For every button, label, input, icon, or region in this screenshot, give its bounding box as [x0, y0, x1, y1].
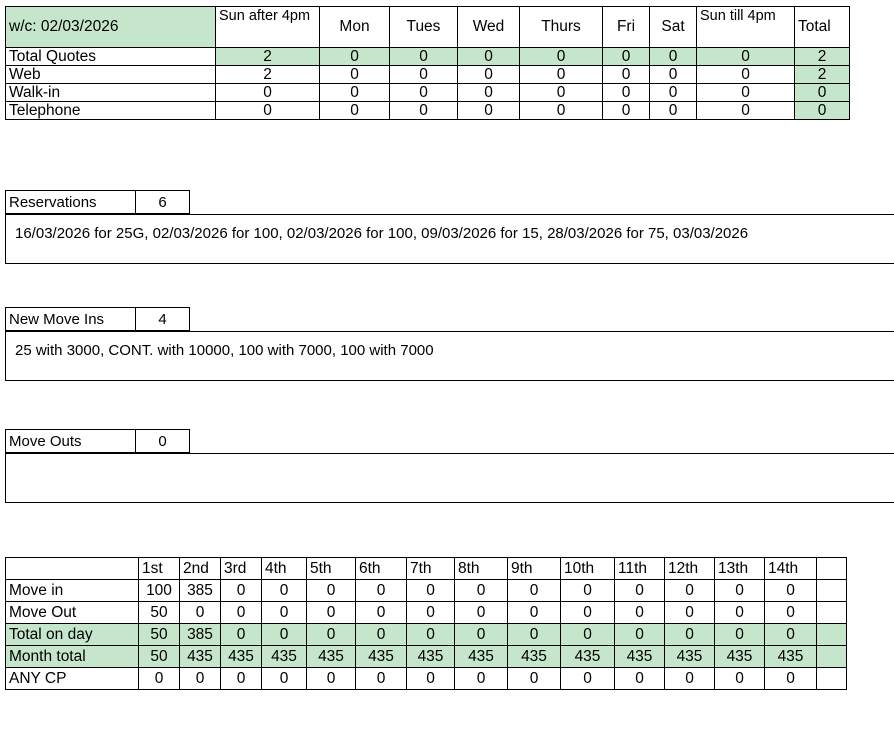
cell: 0 [455, 668, 508, 690]
col-header-tues: Tues [390, 7, 458, 48]
cell: 0 [715, 668, 765, 690]
cell: 0 [180, 602, 221, 624]
row-label: Month total [6, 646, 139, 668]
row-label: Walk-in [6, 84, 216, 102]
cell: 0 [455, 580, 508, 602]
day-header: 3rd [221, 558, 262, 580]
row-label: Total on day [6, 624, 139, 646]
quotes-header-row [6, 7, 850, 48]
cell: 0 [665, 602, 715, 624]
cell: 0 [665, 624, 715, 646]
row-label: Move in [6, 580, 139, 602]
cell: 0 [390, 84, 458, 102]
quotes-row-total [6, 48, 850, 66]
day-header: 2nd [180, 558, 221, 580]
reservations-detail: 16/03/2026 for 25G, 02/03/2026 for 100, 02/03/2026 for 100, 09/03/2026 for 15, 28/03/2026 for 75, 03/03/2026 [5, 214, 894, 264]
cell: 0 [765, 602, 817, 624]
daily-row-any-cp [6, 668, 847, 690]
cell: 0 [615, 602, 665, 624]
col-header-total: Total [795, 7, 850, 48]
cell: 0 [458, 48, 520, 66]
row-label: Total Quotes [6, 48, 216, 66]
cell: 0 [715, 580, 765, 602]
cell: 435 [356, 646, 407, 668]
cell: 0 [561, 602, 615, 624]
cell: 0 [603, 102, 650, 120]
cell: 0 [715, 624, 765, 646]
cell: 435 [221, 646, 262, 668]
cell-total: 0 [795, 102, 850, 120]
daily-header-row [6, 558, 847, 580]
cell: 0 [139, 668, 180, 690]
day-header: 6th [356, 558, 407, 580]
col-header-mon: Mon [320, 7, 390, 48]
col-header-sat: Sat [650, 7, 697, 48]
cell: 0 [216, 102, 320, 120]
cell: 0 [650, 102, 697, 120]
day-header: 10th [561, 558, 615, 580]
cell: 0 [520, 84, 603, 102]
cell: 0 [390, 102, 458, 120]
cell: 0 [508, 624, 561, 646]
cell: 0 [765, 668, 817, 690]
cell: 0 [603, 48, 650, 66]
cell: 0 [356, 668, 407, 690]
cell: 0 [262, 602, 307, 624]
day-header: 11th [615, 558, 665, 580]
cell: 435 [615, 646, 665, 668]
cell: 0 [603, 66, 650, 84]
col-header-sun-till: Sun till 4pm [697, 7, 795, 48]
cell: 2 [216, 48, 320, 66]
quotes-row-walkin [6, 84, 850, 102]
cell: 0 [715, 602, 765, 624]
cell: 0 [262, 668, 307, 690]
reservations-header [5, 190, 190, 214]
col-header-thurs: Thurs [520, 7, 603, 48]
cell: 0 [561, 624, 615, 646]
cell: 0 [320, 84, 390, 102]
cell: 0 [407, 624, 455, 646]
cell-total: 0 [795, 84, 850, 102]
move-ins-label: New Move Ins [6, 308, 136, 331]
cell: 0 [615, 668, 665, 690]
cell: 0 [356, 580, 407, 602]
cell: 0 [390, 48, 458, 66]
cell: 435 [561, 646, 615, 668]
move-outs-detail [5, 453, 894, 503]
cell: 0 [221, 580, 262, 602]
cell: 0 [307, 624, 356, 646]
cell: 0 [765, 624, 817, 646]
cell: 0 [458, 66, 520, 84]
move-ins-detail: 25 with 3000, CONT. with 10000, 100 with 7000, 100 with 7000 [5, 331, 894, 381]
cell: 50 [139, 624, 180, 646]
cell: 0 [262, 624, 307, 646]
cell: 435 [715, 646, 765, 668]
day-header: 7th [407, 558, 455, 580]
row-label: ANY CP [6, 668, 139, 690]
cell: 50 [139, 602, 180, 624]
daily-table [5, 557, 847, 690]
cell: 0 [765, 580, 817, 602]
cell: 2 [216, 66, 320, 84]
cell: 0 [307, 580, 356, 602]
day-header: 5th [307, 558, 356, 580]
quotes-table [5, 6, 850, 120]
col-header-wed: Wed [458, 7, 520, 48]
cell: 0 [508, 580, 561, 602]
cell-total: 2 [795, 48, 850, 66]
cell: 0 [221, 624, 262, 646]
cell: 435 [455, 646, 508, 668]
cell: 0 [216, 84, 320, 102]
cell: 0 [320, 66, 390, 84]
cell: 435 [180, 646, 221, 668]
week-label: w/c: 02/03/2026 [6, 7, 216, 48]
day-header: 13th [715, 558, 765, 580]
cell: 0 [390, 66, 458, 84]
overflow-cell [817, 646, 847, 668]
cell: 0 [665, 580, 715, 602]
cell: 0 [455, 602, 508, 624]
daily-row-total-on-day [6, 624, 847, 646]
cell: 435 [765, 646, 817, 668]
cell: 0 [455, 624, 508, 646]
day-header: 1st [139, 558, 180, 580]
cell: 0 [307, 668, 356, 690]
cell: 100 [139, 580, 180, 602]
move-ins-count: 4 [136, 308, 190, 331]
move-outs-count: 0 [136, 430, 190, 453]
cell: 0 [320, 48, 390, 66]
col-header-sun-after: Sun after 4pm [216, 7, 320, 48]
day-header: 12th [665, 558, 715, 580]
corner-cell [6, 558, 139, 580]
col-header-fri: Fri [603, 7, 650, 48]
cell: 0 [520, 102, 603, 120]
overflow-cell [817, 558, 847, 580]
cell: 0 [650, 84, 697, 102]
cell: 0 [665, 668, 715, 690]
cell: 50 [139, 646, 180, 668]
row-label: Move Out [6, 602, 139, 624]
move-ins-header [5, 307, 190, 331]
cell: 0 [262, 580, 307, 602]
overflow-cell [817, 624, 847, 646]
cell: 0 [407, 580, 455, 602]
cell: 0 [508, 602, 561, 624]
cell: 0 [697, 102, 795, 120]
daily-row-month-total [6, 646, 847, 668]
cell: 0 [221, 602, 262, 624]
cell: 0 [697, 66, 795, 84]
cell: 0 [603, 84, 650, 102]
cell: 435 [262, 646, 307, 668]
cell: 435 [307, 646, 356, 668]
row-label: Web [6, 66, 216, 84]
overflow-cell [817, 668, 847, 690]
cell: 0 [458, 84, 520, 102]
cell: 0 [697, 48, 795, 66]
cell: 0 [458, 102, 520, 120]
cell: 0 [615, 580, 665, 602]
cell: 0 [520, 66, 603, 84]
cell: 0 [508, 668, 561, 690]
cell-total: 2 [795, 66, 850, 84]
cell: 0 [650, 48, 697, 66]
cell: 0 [561, 668, 615, 690]
cell: 435 [407, 646, 455, 668]
cell: 435 [665, 646, 715, 668]
day-header: 4th [262, 558, 307, 580]
cell: 0 [650, 66, 697, 84]
cell: 0 [561, 580, 615, 602]
daily-row-move-in [6, 580, 847, 602]
cell: 0 [320, 102, 390, 120]
overflow-cell [817, 580, 847, 602]
row-label: Telephone [6, 102, 216, 120]
cell: 0 [407, 668, 455, 690]
cell: 0 [356, 602, 407, 624]
cell: 385 [180, 580, 221, 602]
cell: 0 [180, 668, 221, 690]
daily-row-move-out [6, 602, 847, 624]
cell: 0 [221, 668, 262, 690]
cell: 0 [307, 602, 356, 624]
day-header: 9th [508, 558, 561, 580]
reservations-count: 6 [136, 191, 190, 214]
cell: 0 [615, 624, 665, 646]
day-header: 14th [765, 558, 817, 580]
move-outs-header [5, 429, 190, 453]
reservations-label: Reservations [6, 191, 136, 214]
cell: 385 [180, 624, 221, 646]
cell: 0 [407, 602, 455, 624]
day-header: 8th [455, 558, 508, 580]
quotes-row-web [6, 66, 850, 84]
cell: 435 [508, 646, 561, 668]
cell: 0 [356, 624, 407, 646]
cell: 0 [697, 84, 795, 102]
move-outs-label: Move Outs [6, 430, 136, 453]
cell: 0 [520, 48, 603, 66]
quotes-row-telephone [6, 102, 850, 120]
overflow-cell [817, 602, 847, 624]
